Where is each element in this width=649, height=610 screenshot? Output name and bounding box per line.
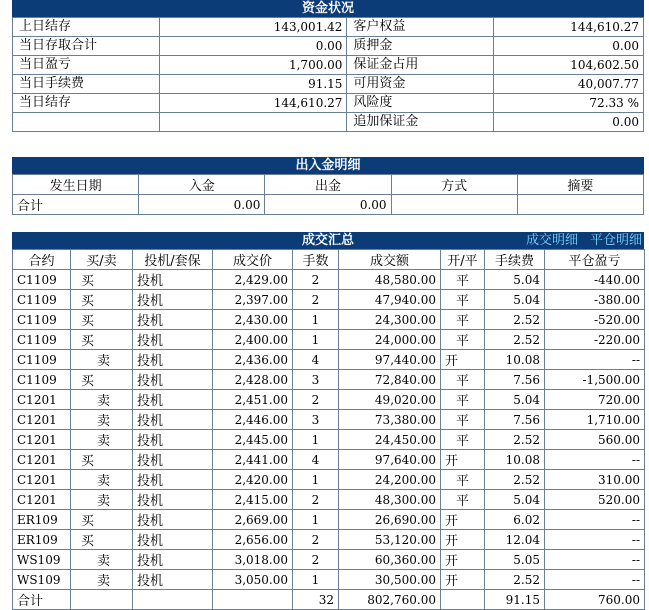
trade-contract: C1201	[13, 430, 71, 450]
trade-fee: 7.56	[485, 370, 545, 390]
trade-amount: 48,580.00	[339, 270, 441, 290]
trade-type: 投机	[133, 470, 213, 490]
trade-fee: 2.52	[485, 430, 545, 450]
funds-label: 当日结存	[13, 94, 160, 112]
trade-side: 卖	[71, 390, 133, 410]
trade-amount: 97,440.00	[339, 350, 441, 370]
trade-row	[13, 490, 645, 510]
trade-qty: 1	[293, 310, 339, 330]
inout-total-summary	[517, 195, 643, 215]
trade-type: 投机	[133, 370, 213, 390]
trade-row	[13, 530, 645, 550]
trade-type: 投机	[133, 510, 213, 530]
trade-contract: C1109	[13, 310, 71, 330]
funds-value	[160, 113, 346, 131]
trade-pnl: -520.00	[545, 310, 645, 330]
funds-label: 风险度	[347, 94, 494, 112]
trade-fee: 5.04	[485, 270, 545, 290]
funds-row	[13, 94, 644, 113]
trade-price: 2,669.00	[213, 510, 293, 530]
trade-type: 投机	[133, 290, 213, 310]
trade-oc: 开	[441, 570, 485, 590]
trades-column-header: 买/卖	[71, 250, 133, 270]
funds-left-cell	[13, 37, 347, 56]
funds-right-cell	[347, 56, 644, 75]
trade-type: 投机	[133, 570, 213, 590]
trade-row	[13, 510, 645, 530]
trade-fee: 5.05	[485, 550, 545, 570]
funds-value: 72.33 %	[589, 96, 639, 110]
trades-column-header: 投机/套保	[133, 250, 213, 270]
trade-row	[13, 550, 645, 570]
trade-price: 2,415.00	[213, 490, 293, 510]
trade-price: 2,429.00	[213, 270, 293, 290]
funds-header	[12, 0, 644, 17]
funds-value: 104,602.50	[570, 58, 639, 72]
trade-type: 投机	[133, 350, 213, 370]
trade-pnl: -440.00	[545, 270, 645, 290]
trade-side: 卖	[71, 350, 133, 370]
funds-value: 91.15	[308, 77, 343, 91]
trade-price: 2,451.00	[213, 390, 293, 410]
close-detail-link[interactable]: 平仓明细	[589, 233, 642, 248]
funds-label: 当日盈亏	[13, 56, 160, 74]
trades-header-row	[13, 250, 645, 270]
trade-type: 投机	[133, 530, 213, 550]
funds-row	[13, 75, 644, 94]
trade-pnl: 560.00	[545, 430, 645, 450]
trade-row	[13, 350, 645, 370]
trade-type: 投机	[133, 330, 213, 350]
inout-column-header: 方式	[391, 175, 517, 195]
trade-type: 投机	[133, 390, 213, 410]
inout-header	[12, 157, 644, 174]
trade-oc: 平	[441, 310, 485, 330]
trade-contract: C1201	[13, 490, 71, 510]
trades-total-empty	[441, 590, 485, 610]
trades-column-header: 手数	[293, 250, 339, 270]
trade-oc: 平	[441, 430, 485, 450]
funds-left-cell	[13, 75, 347, 94]
inout-header-row	[13, 175, 644, 195]
trade-oc: 开	[441, 510, 485, 530]
funds-left-cell	[13, 18, 347, 37]
trade-side: 买	[71, 330, 133, 350]
trades-table	[12, 249, 645, 610]
inout-title: 出入金明细	[295, 158, 361, 173]
trade-oc: 开	[441, 350, 485, 370]
trades-column-header: 平仓盈亏	[545, 250, 645, 270]
trade-row	[13, 410, 645, 430]
trade-amount: 24,200.00	[339, 470, 441, 490]
trade-qty: 2	[293, 530, 339, 550]
trade-price: 2,436.00	[213, 350, 293, 370]
funds-value: 144,610.27	[273, 96, 343, 110]
trade-contract: ER109	[13, 530, 71, 550]
funds-row	[13, 113, 644, 132]
trade-pnl: 520.00	[545, 490, 645, 510]
trade-side: 买	[71, 510, 133, 530]
trade-amount: 60,360.00	[339, 550, 441, 570]
trade-oc: 平	[441, 370, 485, 390]
funds-title: 资金状况	[301, 1, 354, 16]
inout-total-method	[391, 195, 517, 215]
funds-row	[13, 18, 644, 37]
trades-column-header: 手续费	[485, 250, 545, 270]
trade-qty: 2	[293, 490, 339, 510]
trade-row	[13, 270, 645, 290]
funds-label: 当日存取合计	[13, 37, 160, 55]
trade-qty: 3	[293, 370, 339, 390]
trades-section	[12, 232, 644, 610]
trade-price: 2,441.00	[213, 450, 293, 470]
trade-price: 3,050.00	[213, 570, 293, 590]
trade-side: 买	[71, 370, 133, 390]
trade-type: 投机	[133, 550, 213, 570]
funds-value: 143,001.42	[273, 20, 343, 34]
funds-label: 客户权益	[347, 18, 494, 36]
trade-oc: 开	[441, 550, 485, 570]
trade-fee: 5.04	[485, 290, 545, 310]
trade-amount: 72,840.00	[339, 370, 441, 390]
inout-column-header: 发生日期	[13, 175, 139, 195]
trades-column-header: 成交价	[213, 250, 293, 270]
inout-column-header: 摘要	[517, 175, 643, 195]
trades-total-qty: 32	[293, 590, 339, 610]
trade-fee: 2.52	[485, 330, 545, 350]
trade-side: 买	[71, 530, 133, 550]
inout-column-header: 出金	[265, 175, 391, 195]
trade-pnl: --	[545, 350, 645, 370]
inout-section	[12, 157, 644, 215]
trade-amount: 49,020.00	[339, 390, 441, 410]
trade-price: 2,428.00	[213, 370, 293, 390]
trade-fee: 5.04	[485, 490, 545, 510]
funds-left-cell	[13, 56, 347, 75]
trade-qty: 1	[293, 570, 339, 590]
trade-oc: 平	[441, 490, 485, 510]
trade-amount: 53,120.00	[339, 530, 441, 550]
trade-row	[13, 390, 645, 410]
trade-pnl: 310.00	[545, 470, 645, 490]
funds-left-cell	[13, 113, 347, 132]
trades-column-header: 开/平	[441, 250, 485, 270]
inout-table	[12, 174, 644, 215]
trade-qty: 4	[293, 450, 339, 470]
trade-fee: 2.52	[485, 470, 545, 490]
trade-side: 卖	[71, 470, 133, 490]
trades-column-header: 成交额	[339, 250, 441, 270]
trade-pnl: --	[545, 450, 645, 470]
funds-value: 144,610.27	[570, 20, 639, 34]
funds-value: 0.00	[612, 115, 639, 129]
trade-type: 投机	[133, 310, 213, 330]
trade-amount: 26,690.00	[339, 510, 441, 530]
funds-value: 0.00	[315, 39, 343, 53]
trade-contract: C1201	[13, 410, 71, 430]
trade-oc: 开	[441, 450, 485, 470]
trade-side: 卖	[71, 490, 133, 510]
trade-pnl: -220.00	[545, 330, 645, 350]
trade-row	[13, 570, 645, 590]
trades-total-amount: 802,760.00	[339, 590, 441, 610]
trade-qty: 4	[293, 350, 339, 370]
trade-oc: 平	[441, 390, 485, 410]
trade-fee: 10.08	[485, 450, 545, 470]
trade-oc: 平	[441, 270, 485, 290]
trade-qty: 1	[293, 470, 339, 490]
trade-row	[13, 310, 645, 330]
trade-contract: C1201	[13, 470, 71, 490]
trade-side: 买	[71, 310, 133, 330]
trade-qty: 3	[293, 410, 339, 430]
funds-label: 当日手续费	[13, 75, 160, 93]
trades-total-empty	[133, 590, 213, 610]
funds-label: 质押金	[347, 37, 494, 55]
trade-qty: 2	[293, 270, 339, 290]
trade-type: 投机	[133, 490, 213, 510]
trade-price: 2,420.00	[213, 470, 293, 490]
trade-amount: 24,000.00	[339, 330, 441, 350]
trade-price: 2,400.00	[213, 330, 293, 350]
trades-total-pnl: 760.00	[545, 590, 645, 610]
trade-fee: 5.04	[485, 390, 545, 410]
funds-row	[13, 56, 644, 75]
trade-contract: ER109	[13, 510, 71, 530]
trade-pnl: --	[545, 550, 645, 570]
trade-fee: 10.08	[485, 350, 545, 370]
trade-amount: 73,380.00	[339, 410, 441, 430]
trade-amount: 24,300.00	[339, 310, 441, 330]
trade-contract: WS109	[13, 570, 71, 590]
funds-right-cell	[347, 37, 644, 56]
trade-qty: 1	[293, 330, 339, 350]
trades-total-empty	[71, 590, 133, 610]
trade-qty: 2	[293, 390, 339, 410]
trades-total-fee: 91.15	[485, 590, 545, 610]
trade-type: 投机	[133, 450, 213, 470]
trade-qty: 2	[293, 290, 339, 310]
trade-side: 卖	[71, 410, 133, 430]
trade-pnl: --	[545, 570, 645, 590]
trade-qty: 2	[293, 550, 339, 570]
trade-pnl: -1,500.00	[545, 370, 645, 390]
trade-oc: 平	[441, 410, 485, 430]
funds-right-cell	[347, 94, 644, 113]
trade-fee: 2.52	[485, 570, 545, 590]
trade-type: 投机	[133, 410, 213, 430]
trades-total-label: 合计	[13, 590, 71, 610]
trade-price: 2,430.00	[213, 310, 293, 330]
funds-value: 40,007.77	[577, 77, 639, 91]
trade-type: 投机	[133, 430, 213, 450]
trade-oc: 平	[441, 290, 485, 310]
trades-header	[12, 232, 644, 249]
trade-contract: C1109	[13, 290, 71, 310]
trades-column-header: 合约	[13, 250, 71, 270]
trade-pnl: -380.00	[545, 290, 645, 310]
trade-amount: 48,300.00	[339, 490, 441, 510]
trade-price: 2,397.00	[213, 290, 293, 310]
trade-side: 卖	[71, 570, 133, 590]
funds-label: 上日结存	[13, 18, 160, 36]
trade-amount: 47,940.00	[339, 290, 441, 310]
inout-total-label: 合计	[13, 195, 139, 215]
trade-contract: C1109	[13, 370, 71, 390]
trade-contract: C1201	[13, 450, 71, 470]
trade-row	[13, 330, 645, 350]
trade-price: 2,445.00	[213, 430, 293, 450]
funds-right-cell	[347, 18, 644, 37]
funds-right-cell	[347, 113, 644, 132]
trade-contract: C1201	[13, 390, 71, 410]
funds-value: 1,700.00	[288, 58, 343, 72]
trade-fee: 2.52	[485, 310, 545, 330]
funds-left-cell	[13, 94, 347, 113]
inout-total-row	[13, 195, 644, 215]
trade-price: 3,018.00	[213, 550, 293, 570]
funds-value: 0.00	[612, 39, 639, 53]
funds-label	[13, 113, 160, 131]
trade-row	[13, 370, 645, 390]
inout-column-header: 入金	[139, 175, 265, 195]
trade-side: 买	[71, 450, 133, 470]
trade-amount: 30,500.00	[339, 570, 441, 590]
trade-detail-link[interactable]: 成交明细	[525, 233, 578, 248]
funds-section	[12, 0, 644, 132]
trade-fee: 6.02	[485, 510, 545, 530]
funds-table	[12, 17, 644, 132]
trade-pnl: 1,710.00	[545, 410, 645, 430]
trade-oc: 平	[441, 330, 485, 350]
trade-pnl: --	[545, 530, 645, 550]
funds-right-cell	[347, 75, 644, 94]
funds-label: 可用资金	[347, 75, 494, 93]
trade-qty: 1	[293, 510, 339, 530]
funds-label: 保证金占用	[347, 56, 494, 74]
trade-oc: 开	[441, 530, 485, 550]
trade-side: 买	[71, 290, 133, 310]
funds-label: 追加保证金	[347, 113, 494, 131]
trade-row	[13, 470, 645, 490]
trade-oc: 平	[441, 470, 485, 490]
trade-pnl: --	[545, 510, 645, 530]
trade-fee: 12.04	[485, 530, 545, 550]
trade-contract: C1109	[13, 330, 71, 350]
trade-amount: 97,640.00	[339, 450, 441, 470]
trades-title: 成交汇总	[301, 233, 354, 248]
inout-total-out: 0.00	[265, 195, 391, 215]
trades-total-row	[13, 590, 645, 610]
trade-row	[13, 430, 645, 450]
trade-side: 卖	[71, 550, 133, 570]
trade-contract: C1109	[13, 350, 71, 370]
inout-total-in: 0.00	[139, 195, 265, 215]
trade-amount: 24,450.00	[339, 430, 441, 450]
trade-row	[13, 290, 645, 310]
trade-fee: 7.56	[485, 410, 545, 430]
trade-contract: C1109	[13, 270, 71, 290]
trade-side: 卖	[71, 430, 133, 450]
funds-row	[13, 37, 644, 56]
trade-pnl: 720.00	[545, 390, 645, 410]
trade-type: 投机	[133, 270, 213, 290]
trades-links	[514, 232, 642, 249]
trade-price: 2,446.00	[213, 410, 293, 430]
trade-contract: WS109	[13, 550, 71, 570]
trade-qty: 1	[293, 430, 339, 450]
trades-total-empty	[213, 590, 293, 610]
trade-row	[13, 450, 645, 470]
trade-price: 2,656.00	[213, 530, 293, 550]
trade-side: 买	[71, 270, 133, 290]
